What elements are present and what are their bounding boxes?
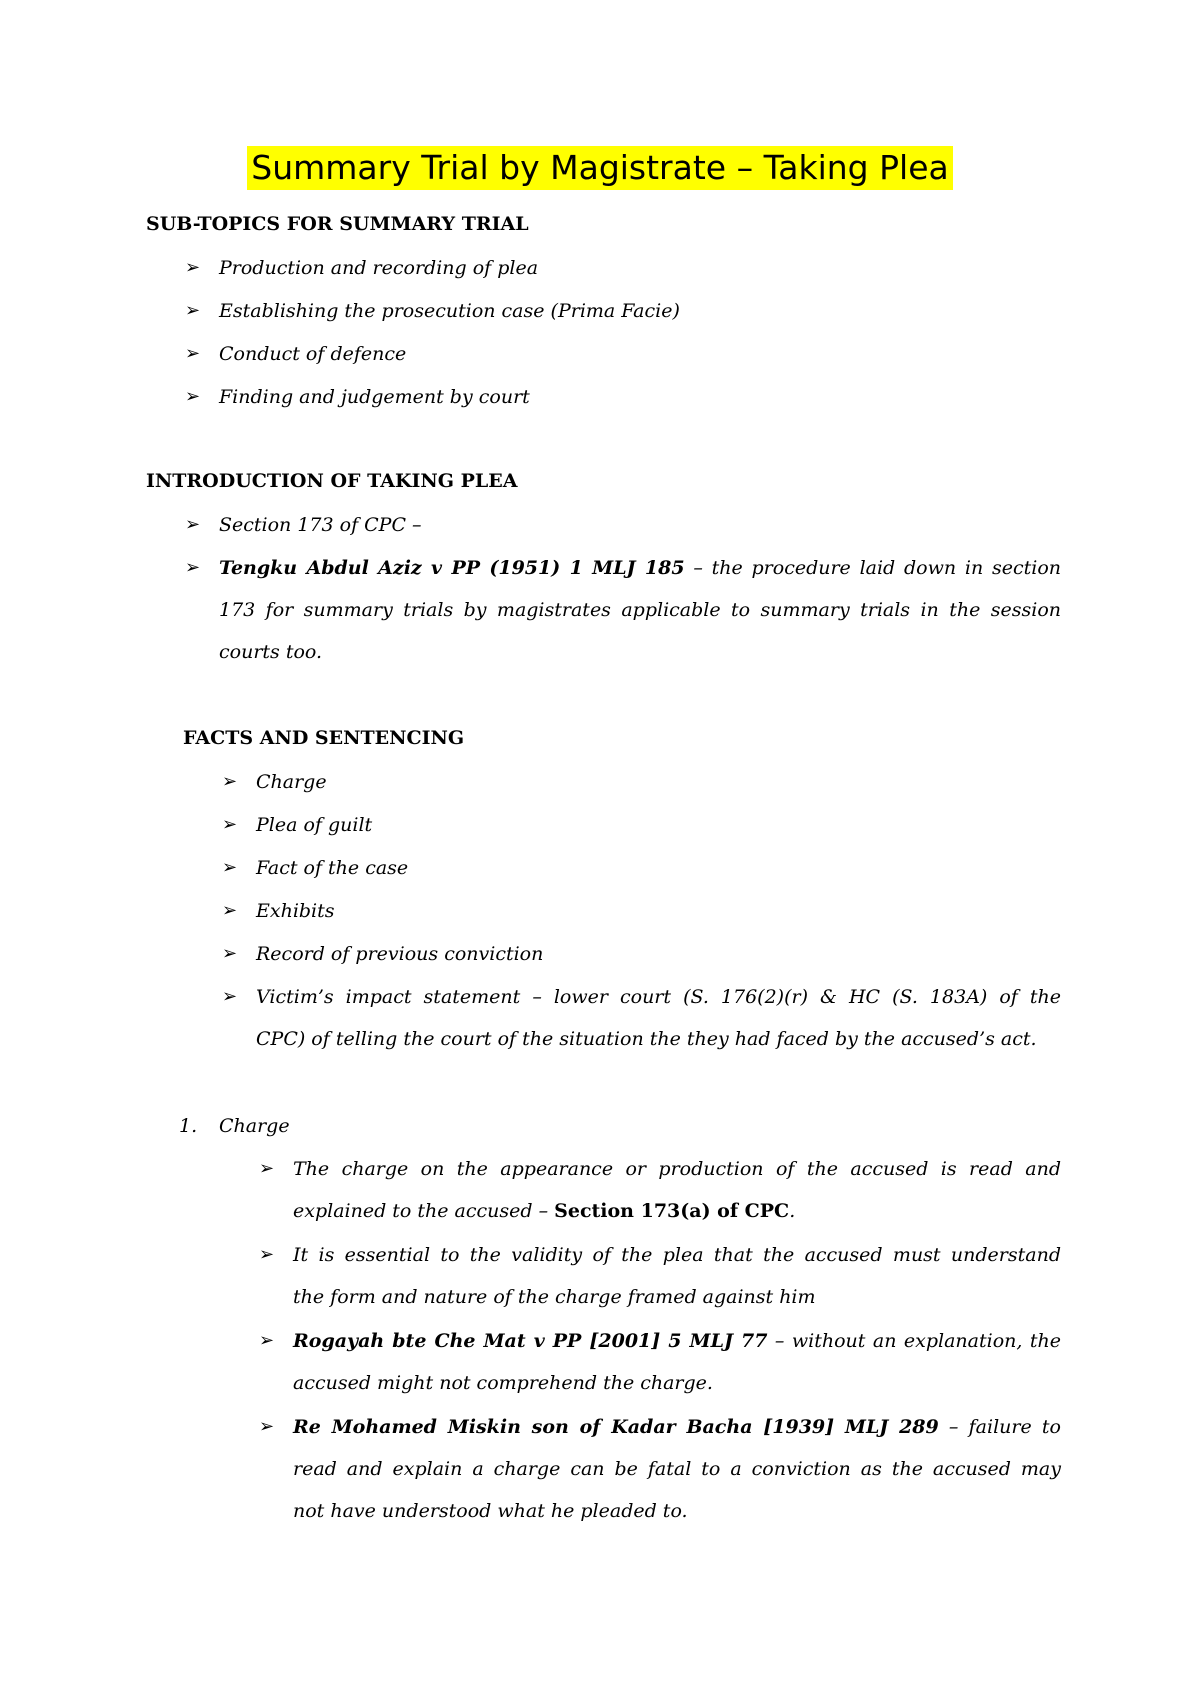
arrow-bullet-icon: ➢ [259,1330,275,1351]
list-item: ➢ Plea of guilt [256,804,372,846]
case-citation-item: ➢ Re Mohamed Miskin son of Kadar Bacha [1939] MLJ 289 – failure to read and explain a charge can be fatal to a conviction as the accused may not have understood what he pleaded to. [293,1406,1061,1532]
list-item: ➢ Record of previous conviction [256,933,543,975]
arrow-bullet-icon: ➢ [259,1158,275,1179]
case-citation-item: ➢ Tengku Abdul Aziz v PP (1951) 1 MLJ 185 – the procedure laid down in section 173 for summary trials by magistrates applicable to summary trials in the session courts too. [219,547,1061,673]
list-item: ➢ Production and recording of plea [219,247,538,289]
list-item: ➢ It is essential to the validity of the plea that the accused must understand the form and nature of the charge framed against him [293,1234,1061,1318]
facts-heading: FACTS AND SENTENCING [183,727,465,749]
arrow-bullet-icon: ➢ [259,1416,275,1437]
arrow-bullet-icon: ➢ [222,857,238,878]
list-item: ➢ Establishing the prosecution case (Prima Facie) [219,290,680,332]
numbered-item-charge: 1. Charge [219,1105,290,1147]
introduction-heading: INTRODUCTION OF TAKING PLEA [146,470,518,492]
arrow-bullet-icon: ➢ [222,943,238,964]
arrow-bullet-icon: ➢ [185,386,201,407]
arrow-bullet-icon: ➢ [222,771,238,792]
arrow-bullet-icon: ➢ [259,1244,275,1265]
list-item: ➢ Conduct of defence [219,333,406,375]
list-item: ➢ Finding and judgement by court [219,376,530,418]
subtopics-heading: SUB-TOPICS FOR SUMMARY TRIAL [146,213,529,235]
case-citation: Tengku Abdul Aziz v PP (1951) 1 MLJ 185 [219,557,685,579]
case-citation: Rogayah bte Che Mat v PP [2001] 5 MLJ 77 [293,1330,768,1352]
list-item: ➢ The charge on the appearance or production of the accused is read and explained to the accused – Section 173(a) of CPC. [293,1148,1061,1232]
arrow-bullet-icon: ➢ [185,257,201,278]
arrow-bullet-icon: ➢ [185,514,201,535]
document-title: Summary Trial by Magistrate – Taking Plea [247,146,952,190]
case-citation-item: ➢ Rogayah bte Che Mat v PP [2001] 5 MLJ 77 – without an explanation, the accused might not comprehend the charge. [293,1320,1061,1404]
list-item: ➢ Section 173 of CPC – [219,504,422,546]
list-item: ➢ Victim’s impact statement – lower court (S. 176(2)(r) & HC (S. 183A) of the CPC) of telling the court of the situation the they had faced by the accused’s act. [256,976,1061,1060]
arrow-bullet-icon: ➢ [222,814,238,835]
item-number: 1. [179,1115,198,1137]
arrow-bullet-icon: ➢ [222,900,238,921]
list-item: ➢ Charge [256,761,327,803]
case-citation: Re Mohamed Miskin son of Kadar Bacha [1939] MLJ 289 [293,1416,939,1438]
arrow-bullet-icon: ➢ [185,300,201,321]
arrow-bullet-icon: ➢ [185,557,201,578]
section-reference: Section 173(a) of CPC [554,1200,790,1222]
arrow-bullet-icon: ➢ [222,986,238,1007]
list-item: ➢ Exhibits [256,890,335,932]
arrow-bullet-icon: ➢ [185,343,201,364]
list-item: ➢ Fact of the case [256,847,408,889]
